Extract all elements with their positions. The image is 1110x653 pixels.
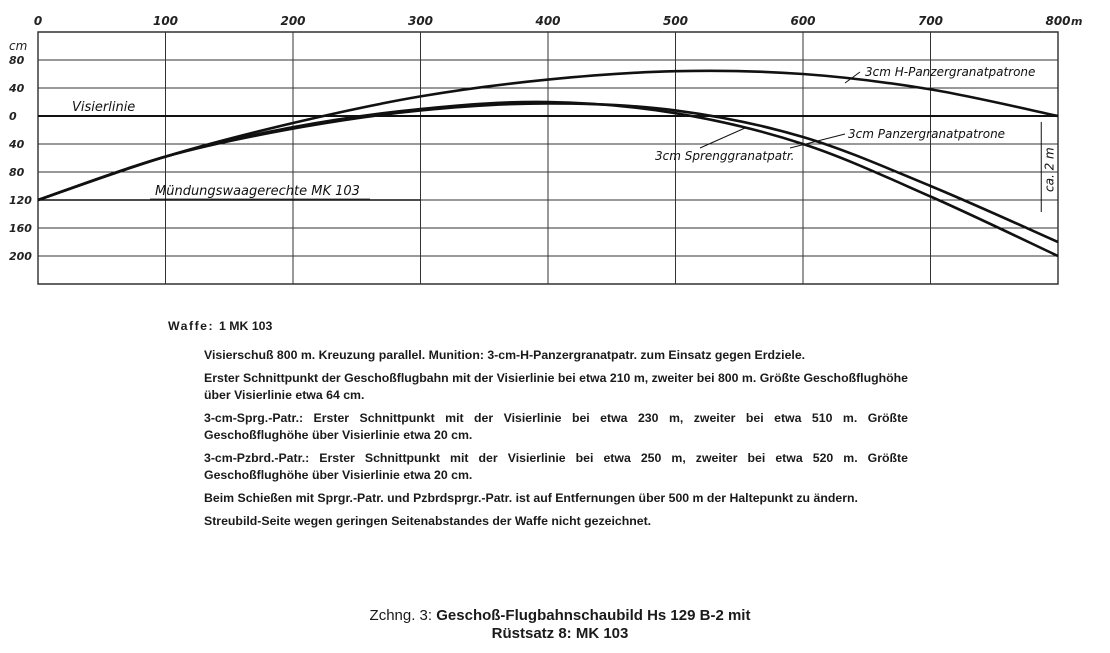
trajectory-chart	[0, 0, 1110, 300]
y-tick-label: 40	[9, 82, 25, 95]
x-tick-label: 500	[662, 14, 689, 28]
x-tick-label: 800	[1045, 14, 1071, 28]
weapon-label: Waffe:	[168, 319, 215, 333]
series-label: 3cm Sprenggranatpatr.	[655, 149, 795, 163]
y-tick-label: 80	[9, 54, 25, 67]
annotation-label: ca. 2 m	[1042, 147, 1057, 192]
y-tick-label: 0	[9, 110, 17, 123]
series-leader-line	[700, 128, 745, 148]
note-item: 3-cm-Sprg.-Patr.: Erster Schnittpunkt mit der Visierlinie bei etwa 230 m, zweiter bei etwa 510 m. Größte Geschoßflughöhe über Visierlinie etwa 20 cm.	[204, 411, 908, 442]
caption-line-2: Rüstsatz 8: MK 103	[491, 625, 629, 642]
x-tick-label: 600	[790, 14, 816, 28]
note-item: Beim Schießen mit Sprgr.-Patr. und Pzbrdsprgr.-Patr. ist auf Entfernungen über 500 m der Haltepunkt zu ändern.	[204, 491, 858, 505]
notes-block	[168, 318, 908, 536]
figure-caption	[300, 607, 820, 643]
y-unit-label: cm	[9, 39, 28, 53]
y-tick-label: 80	[9, 166, 25, 179]
y-tick-label: 120	[9, 194, 32, 207]
note-item: Streubild-Seite wegen geringen Seitenabstandes der Waffe nicht gezeichnet.	[204, 514, 652, 528]
x-tick-label: 100	[152, 14, 179, 28]
muendungswaagerechte-label: Mündungswaagerechte MK 103	[155, 184, 360, 199]
x-tick-label: 700	[917, 14, 944, 28]
visierlinie-label: Visierlinie	[72, 100, 136, 115]
y-tick-label: 40	[9, 138, 25, 151]
x-tick-label: 400	[535, 14, 561, 28]
y-tick-label: 200	[9, 250, 32, 263]
series-label: 3cm Panzergranatpatrone	[848, 127, 1006, 141]
x-unit-label: m	[1071, 15, 1083, 28]
caption-title: Geschoß-Flugbahnschaubild Hs 129 B-2 mit	[436, 607, 751, 624]
caption-prefix: Zchng. 3:	[369, 607, 433, 624]
weapon-value: 1 MK 103	[219, 319, 273, 333]
x-tick-label: 0	[33, 14, 43, 28]
chart-labels	[8, 14, 1082, 263]
note-item: Erster Schnittpunkt der Geschoßflugbahn mit der Visierlinie bei etwa 210 m, zweiter bei 800 m. Größte Geschoßflughöhe über Visierlinie etwa 64 cm.	[204, 371, 908, 402]
note-item: 3-cm-Pzbrd.-Patr.: Erster Schnittpunkt mit der Visierlinie bei etwa 250 m, zweiter bei etwa 520 m. Größte Geschoßflughöhe über Visierlinie etwa 20 cm.	[204, 451, 908, 482]
weapon-line	[168, 318, 908, 335]
notes-list	[204, 347, 908, 530]
x-tick-label: 200	[280, 14, 306, 28]
series-label: 3cm H-Panzergranatpatrone	[865, 65, 1036, 79]
caption-line-1	[300, 607, 820, 625]
x-tick-label: 300	[407, 14, 434, 28]
note-item: Visierschuß 800 m. Kreuzung parallel. Munition: 3-cm-H-Panzergranatpatr. zum Einsatz gegen Erdziele.	[204, 348, 806, 362]
y-tick-label: 160	[9, 222, 32, 235]
